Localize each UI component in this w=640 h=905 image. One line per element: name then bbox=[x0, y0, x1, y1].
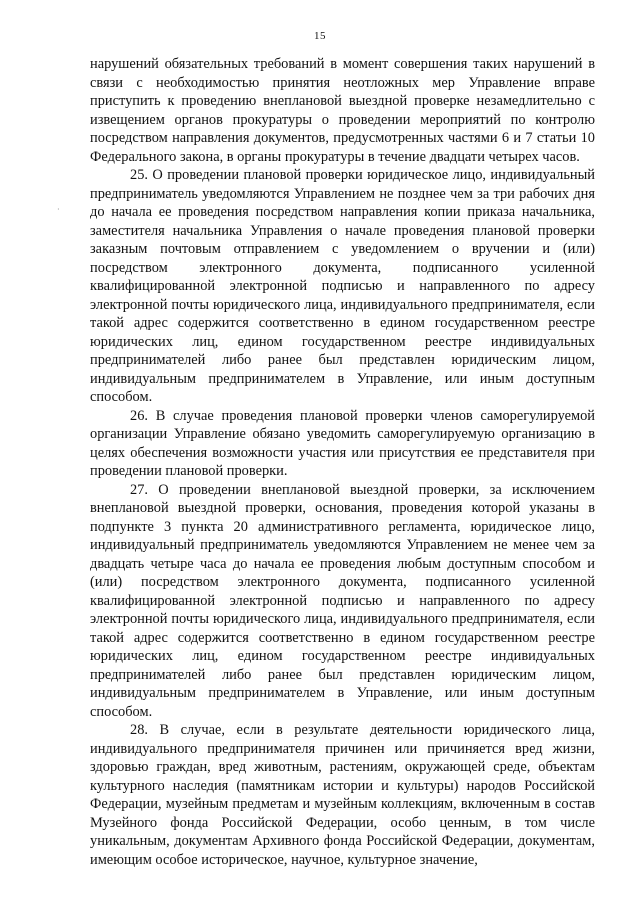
document-body bbox=[90, 55, 595, 869]
paragraph-item-27: 27. О проведении внеплановой выездной проверки, за исключением внеплановой выездной проверки, основания, проведения которой указаны в подпункте 3 пункта 20 административного регламента, юридическое лицо, индивидуальный предприниматель уведомляются Управлением не менее чем за двадцать четыре часа до начала ее проведения любым доступным способом и (или) посредством электронного документа, подписанного усиленной квалифицированной электронной подписью и направленного по адресу электронной почты юридического лица, индивидуального предпринимателя, если такой адрес содержится соответственно в едином государственном реестре юридических лиц, едином государственном реестре индивидуальных предпринимателей либо ранее был представлен юридическим лицом, индивидуальным предпринимателем в Управление, или иным доступным способом. bbox=[90, 481, 595, 720]
paragraph-continuation: нарушений обязательных требований в момент совершения таких нарушений в связи с необходимостью принятия неотложных мер Управление вправе приступить к проведению внеплановой выездной проверке незамедлительно с извещением органов прокуратуры о проведении мероприятий по контролю посредством направления документов, предусмотренных частями 6 и 7 статьи 10 Федерального закона, в органы прокуратуры в течение двадцати четырех часов. bbox=[90, 56, 595, 165]
paragraph-item-26: 26. В случае проведения плановой проверки членов саморегулируемой организации Управление обязано уведомить саморегулируемую организацию в целях обеспечения возможности участия или присутствия ее представителя при проведении плановой проверки. bbox=[90, 407, 595, 479]
paragraph-item-28: 28. В случае, если в результате деятельности юридического лица, индивидуального предпринимателя причинен или причиняется вред жизни, здоровью граждан, вред животным, растениям, окружающей среде, объектам культурного наследия (памятникам истории и культуры) народов Российской Федерации, музейным предметам и музейным коллекциям, включенным в состав Музейного фонда Российской Федерации, особо ценным, в том числе уникальным, документам Архивного фонда Российской Федерации, документам, имеющим особое историческое, научное, культурное значение, bbox=[90, 722, 595, 868]
paragraph-item-25: 25. О проведении плановой проверки юридическое лицо, индивидуальный предприниматель уведомляются Управлением не позднее чем за три рабочих дня до начала ее проведения посредством направления копии приказа начальника, заместителя начальника Управления о начале проведения плановой проверки заказным почтовым отправлением с уведомлением о вручении и (или) посредством электронного документа, подписанного усиленной квалифицированной электронной подписью и направленного по адресу электронной почты юридического лица, индивидуального предпринимателя, если такой адрес содержится соответственно в едином государственном реестре юридических лиц, едином государственном реестре индивидуальных предпринимателей либо ранее был представлен юридическим лицом, индивидуальным предпринимателем в Управление, или иным доступным способом. bbox=[90, 167, 595, 405]
margin-mark: · bbox=[57, 205, 60, 214]
page-number: 15 bbox=[314, 30, 326, 42]
